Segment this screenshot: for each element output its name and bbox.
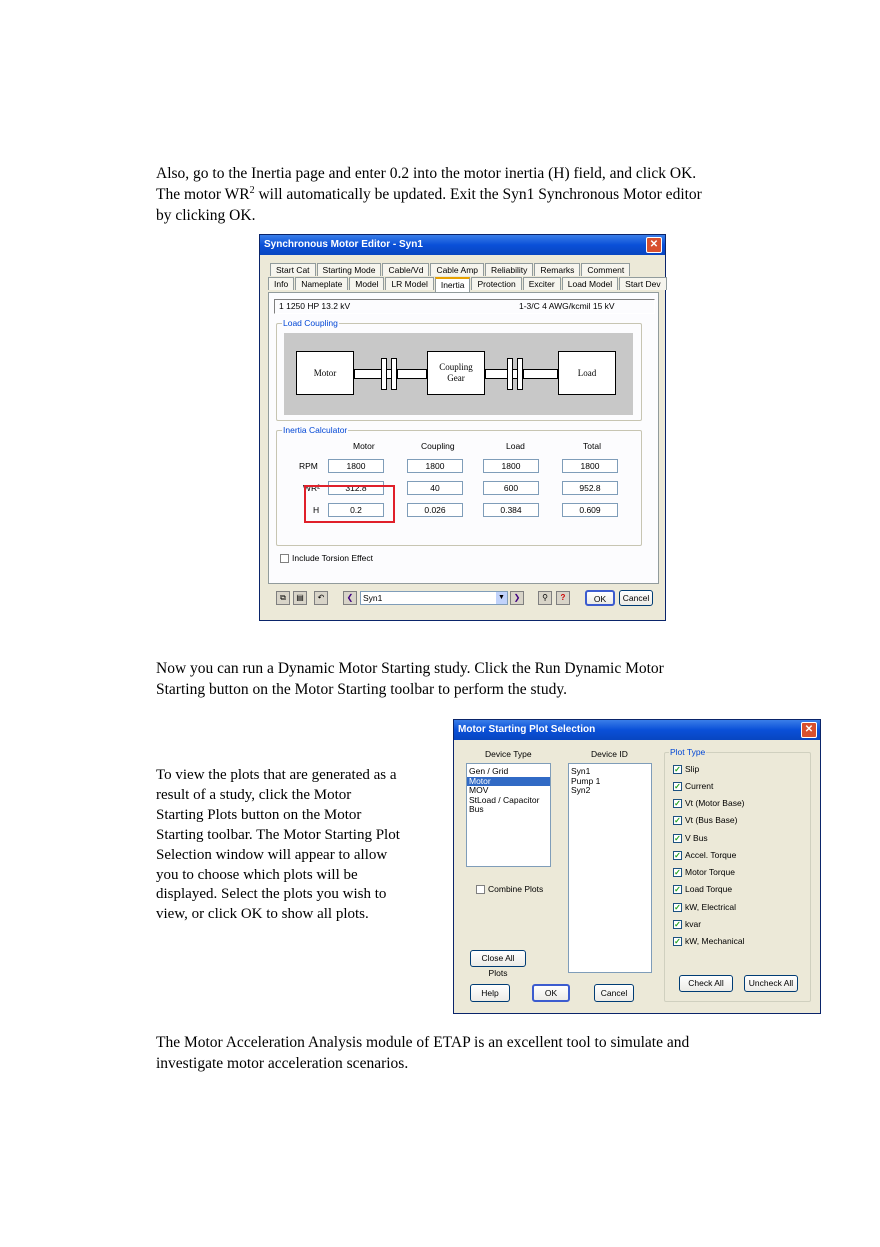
- motor-wr2-field[interactable]: 312.8: [328, 481, 384, 495]
- inertia-calculator-label: Inertia Calculator: [283, 425, 348, 435]
- plot-type-label: kW, Electrical: [685, 902, 737, 912]
- plot-dialog-title: Motor Starting Plot Selection: [458, 724, 596, 735]
- device-id-header: Device ID: [591, 749, 628, 759]
- motor-rpm-field[interactable]: 1800: [328, 459, 384, 473]
- plot-type-label: Accel. Torque: [685, 850, 737, 860]
- uncheck-all-button[interactable]: Uncheck All: [744, 975, 798, 992]
- tab-nameplate[interactable]: Nameplate: [295, 277, 348, 290]
- plots-paragraph: [156, 766, 446, 925]
- plot-type-label: V Bus: [685, 833, 708, 843]
- row-label-rpm: RPM: [299, 461, 318, 471]
- shaft: [354, 369, 394, 379]
- col-header-motor: Motor: [353, 441, 375, 451]
- plot-type-header: Plot Type: [670, 747, 706, 757]
- total-wr2-field[interactable]: 952.8: [562, 481, 618, 495]
- tab-inertia[interactable]: Inertia: [435, 277, 471, 292]
- device-select[interactable]: [360, 591, 508, 605]
- close-icon[interactable]: ✕: [801, 722, 817, 738]
- plot-type-label: Current: [685, 781, 714, 791]
- text-line: by clicking OK.: [156, 207, 256, 224]
- col-header-total: Total: [583, 441, 601, 451]
- plot-selection-window: [453, 719, 821, 1014]
- text-line: result of a study, click the Motor: [156, 786, 352, 803]
- load-h-field[interactable]: 0.384: [483, 503, 539, 517]
- coupling-h-field[interactable]: 0.026: [407, 503, 463, 517]
- device-type-list[interactable]: [466, 763, 551, 867]
- coupling-gear-block: [427, 351, 485, 395]
- text-line: displayed. Select the plots you wish to: [156, 886, 387, 903]
- paste-icon[interactable]: ▤: [293, 591, 307, 605]
- tab-cable-amp[interactable]: Cable Amp: [430, 263, 484, 276]
- text-line: you to choose which plots will be: [156, 866, 358, 883]
- binoculars-icon[interactable]: ⚲: [538, 591, 552, 605]
- ok-button[interactable]: OK: [585, 590, 615, 606]
- plot-dialog-title-bar: [454, 720, 820, 740]
- run-study-paragraph: [156, 658, 664, 700]
- inertia-calculator-group: [276, 425, 642, 546]
- tab-model[interactable]: Model: [349, 277, 384, 290]
- text-line: To view the plots that are generated as a: [156, 767, 397, 783]
- list-item[interactable]: StLoad / Capacitor: [469, 794, 540, 805]
- col-header-load: Load: [506, 441, 525, 451]
- summary-right: 1-3/C 4 AWG/kcmil 15 kV: [519, 301, 615, 311]
- text-line: Starting toolbar. The Motor Starting Plot: [156, 826, 400, 843]
- superscript: 2: [249, 184, 255, 196]
- text-line: Starting Plots button on the Motor: [156, 806, 362, 823]
- cancel-button[interactable]: Cancel: [594, 984, 634, 1002]
- shaft: [397, 369, 427, 379]
- combine-plots-checkbox[interactable]: [476, 885, 485, 894]
- list-item[interactable]: MOV: [469, 785, 489, 795]
- load-torque-checkbox[interactable]: ✓: [674, 885, 681, 894]
- synchronous-motor-editor-window: [259, 234, 666, 621]
- plot-type-label: Vt (Motor Base): [685, 798, 745, 808]
- tab-lr-model[interactable]: LR Model: [385, 277, 433, 290]
- row-label-wr2: WR²: [303, 483, 320, 493]
- tab-load-model[interactable]: Load Model: [562, 277, 618, 290]
- load-rpm-field[interactable]: 1800: [483, 459, 539, 473]
- coupling-wr2-field[interactable]: 40: [407, 481, 463, 495]
- gear-text: Gear: [447, 373, 465, 383]
- coupling-flange: [507, 358, 513, 390]
- editor-title: Synchronous Motor Editor - Syn1: [264, 239, 423, 250]
- coupling-rpm-field[interactable]: 1800: [407, 459, 463, 473]
- include-torsion-label: Include Torsion Effect: [292, 553, 373, 563]
- plot-type-label: Load Torque: [685, 884, 733, 894]
- list-item-selected[interactable]: Motor: [467, 777, 550, 787]
- col-header-coupling: Coupling: [421, 441, 455, 451]
- kvar-checkbox[interactable]: ✓: [674, 920, 681, 929]
- plot-type-label: Motor Torque: [685, 867, 735, 877]
- load-wr2-field[interactable]: 600: [483, 481, 539, 495]
- motor-h-field[interactable]: 0.2: [328, 503, 384, 517]
- tab-row-1: [270, 263, 631, 276]
- coupling-text: Coupling: [439, 362, 473, 372]
- inertia-page: [268, 292, 659, 584]
- text-line: The Motor Acceleration Analysis module of ETAP is an excellent tool to simulate and: [156, 1034, 690, 1051]
- cancel-button[interactable]: Cancel: [619, 590, 653, 606]
- editor-title-bar: [260, 235, 665, 255]
- next-arrow-icon[interactable]: ❯: [510, 591, 524, 605]
- load-block: Load: [558, 351, 616, 395]
- row-label-h: H: [313, 505, 320, 515]
- help-icon[interactable]: ?: [556, 591, 570, 605]
- text-line: Starting button on the Motor Starting toolbar to perform the study.: [156, 681, 567, 698]
- summary-left: 1 1250 HP 13.2 kV: [279, 301, 351, 311]
- summary-bar: [274, 299, 655, 314]
- device-select-value: Syn1: [363, 593, 383, 603]
- total-rpm-field[interactable]: 1800: [562, 459, 618, 473]
- ok-button[interactable]: OK: [532, 984, 570, 1002]
- list-item[interactable]: Pump 1: [571, 775, 601, 786]
- coupling-diagram: [284, 333, 633, 415]
- tab-reliability[interactable]: Reliability: [485, 263, 533, 276]
- shaft: [523, 369, 558, 379]
- slip-checkbox[interactable]: ✓: [674, 765, 681, 774]
- close-all-plots-button[interactable]: Close All Plots: [470, 950, 526, 967]
- tab-exciter[interactable]: Exciter: [523, 277, 561, 290]
- close-icon[interactable]: ✕: [646, 237, 662, 253]
- text-line: The motor WR: [156, 186, 250, 203]
- tab-remarks[interactable]: Remarks: [534, 263, 580, 276]
- device-id-list[interactable]: [568, 763, 652, 973]
- load-coupling-group: [276, 318, 642, 421]
- load-coupling-label: Load Coupling: [283, 318, 338, 328]
- chevron-down-icon[interactable]: ▼: [496, 592, 507, 604]
- undo-icon[interactable]: ↶: [314, 591, 328, 605]
- tab-protection[interactable]: Protection: [471, 277, 521, 290]
- v-bus-checkbox[interactable]: ✓: [674, 834, 681, 843]
- tab-comment[interactable]: Comment: [581, 263, 630, 276]
- previous-arrow-icon[interactable]: ❮: [343, 591, 357, 605]
- kw-mechanical-checkbox[interactable]: ✓: [674, 937, 681, 946]
- text-line: investigate motor acceleration scenarios.: [156, 1055, 409, 1072]
- motor-block: Motor: [296, 351, 354, 395]
- kw-electrical-checkbox[interactable]: ✓: [674, 903, 681, 912]
- tab-start-dev[interactable]: Start Dev: [619, 277, 666, 290]
- total-h-field[interactable]: 0.609: [562, 503, 618, 517]
- intro-paragraph: [156, 163, 702, 226]
- tab-start-cat[interactable]: Start Cat: [270, 263, 316, 276]
- plot-type-label: kW, Mechanical: [685, 936, 745, 946]
- text-line: Selection window will appear to allow: [156, 846, 388, 863]
- plot-type-label: kvar: [685, 919, 702, 929]
- list-item[interactable]: Syn1: [571, 766, 591, 776]
- text-line: view, or click OK to show all plots.: [156, 906, 369, 923]
- copy-icon[interactable]: ⧉: [276, 591, 290, 605]
- tab-starting-mode[interactable]: Starting Mode: [317, 263, 382, 276]
- text-line: Also, go to the Inertia page and enter 0.2 into the motor inertia (H) field, and click OK.: [156, 165, 697, 182]
- vt-bus-base-checkbox[interactable]: ✓: [674, 816, 681, 825]
- text-line: will automatically be updated. Exit the Syn1 Synchronous Motor editor: [254, 186, 702, 203]
- closing-paragraph: [156, 1032, 689, 1074]
- tab-info[interactable]: Info: [268, 277, 294, 290]
- current-checkbox[interactable]: ✓: [674, 782, 681, 791]
- highlight-box: [304, 485, 395, 523]
- accel-torque-checkbox[interactable]: ✓: [674, 851, 681, 860]
- combine-plots-label: Combine Plots: [488, 884, 544, 894]
- tab-row-2: [268, 277, 668, 292]
- plot-type-label: Slip: [685, 764, 700, 774]
- list-item[interactable]: Gen / Grid: [469, 766, 509, 776]
- vt-motor-base-checkbox[interactable]: ✓: [674, 799, 681, 808]
- list-item[interactable]: Syn2: [571, 785, 591, 795]
- coupling-flange: [381, 358, 387, 390]
- plot-type-label: Vt (Bus Base): [685, 815, 738, 825]
- help-button[interactable]: Help: [470, 984, 510, 1002]
- list-item[interactable]: Bus: [469, 804, 484, 814]
- include-torsion-checkbox[interactable]: [280, 554, 289, 563]
- tab-cable-vd[interactable]: Cable/Vd: [382, 263, 429, 276]
- motor-torque-checkbox[interactable]: ✓: [674, 868, 681, 877]
- check-all-button[interactable]: Check All: [679, 975, 733, 992]
- device-type-header: Device Type: [485, 749, 532, 759]
- text-line: Now you can run a Dynamic Motor Starting study. Click the Run Dynamic Motor: [156, 660, 664, 677]
